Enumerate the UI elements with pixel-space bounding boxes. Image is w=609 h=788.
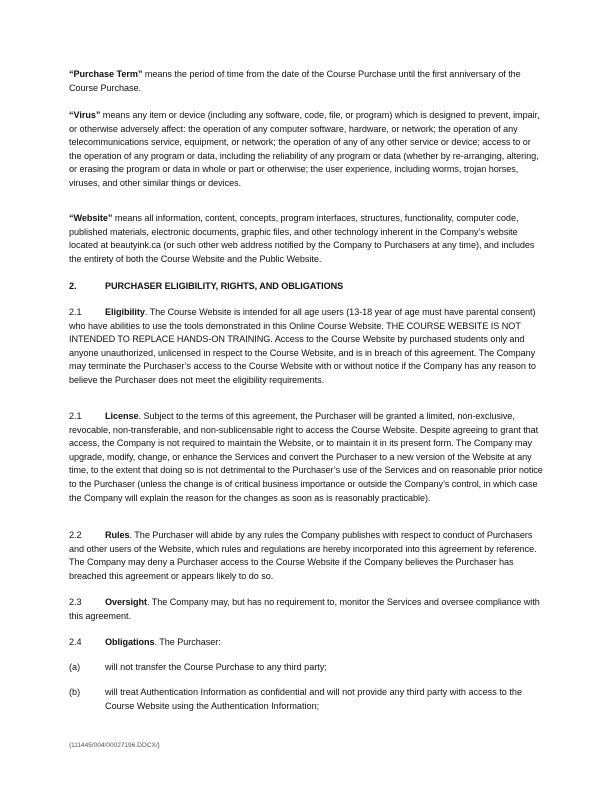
definition-virus (69, 109, 544, 191)
definition-text: means any item or device (including any software, code, file, or program) which is designed to prevent, impair, or otherwise adversely affect: the operation of any computer software, hardware, or network; the operation of any telecommunications service, equipment, or network; the operation of any of any other service or device; access to or the operation of any program or data, including the reliability of any program or data (whether by re-arranging, altering, or erasing the program or data in whole or part or otherwise; the user experience, including worms, trojan horses, viruses, and other similar things or devices. (69, 110, 540, 188)
clause-text: . The Course Website is intended for all age users (13-18 year of age must have parental consent) who have abilities to use the tools demonstrated in this Online Course Website. THE COURSE WEBSITE IS NOT INTENDED TO REPLACE HANDS-ON TRAINING. Access to the Course Website by purchased students only and anyone unauthorized, unlicensed in respect to the Course Website, and is in breach of this agreement. The Company may terminate the Purchaser’s access to the Course Website with or without notice if the Company has any reason to believe the Purchaser does not meet the eligibility requirements. (69, 307, 536, 385)
clause-number: 2.3 (69, 597, 82, 607)
section-title: PURCHASER ELIGIBILITY, RIGHTS, AND OBLIGATIONS (105, 281, 344, 291)
list-text: will treat Authentication Information as confidential and will not provide any third party with access to the Course Website using the Authentication Information; (105, 687, 523, 711)
clause-number: 2.2 (69, 530, 82, 540)
clause-title: Rules (105, 530, 130, 540)
term: “Virus” (69, 110, 101, 120)
definition-purchase-term (69, 68, 544, 95)
clause-title: License (105, 411, 139, 421)
clause-number: 2.4 (69, 637, 82, 647)
clause-text: . The Purchaser: (154, 637, 221, 647)
clause-number: 2.1 (69, 307, 82, 317)
document-footer: {111445/004/00027196.DOCX/} (69, 742, 160, 749)
section-number: 2. (69, 281, 77, 291)
clause-number: 2.1 (69, 411, 82, 421)
section-heading (69, 280, 544, 294)
clause-title: Oversight (105, 597, 147, 607)
clause-rules (69, 529, 544, 583)
list-item (69, 661, 544, 675)
clause-license (69, 410, 544, 505)
list-label: (b) (69, 687, 81, 697)
clause-oversight (69, 596, 544, 623)
definition-website (69, 212, 544, 266)
clause-text: . The Company may, but has no requirement to, monitor the Services and oversee compliance with this agreement. (69, 597, 540, 621)
clause-obligations (69, 636, 544, 650)
clause-text: . Subject to the terms of this agreement, the Purchaser will be granted a limited, non-exclusive, revocable, non-transferable, and non-sublicensable right to access the Course Website. Despite agreeing to grant that access, the Company is not required to maintain the Website, or to maintain it in its present form. The Company may upgrade, modify, change, or enhance the Services and convert the Purchaser to a new version of the Website at any time, to the extent that doing so is not detrimental to the Purchaser’s use of the Services and on reasonable prior notice to the Purchaser (unless the change is of critical business importance or outside the Company’s control, in which case the Company will explain the reason for the changes as soon as is reasonably practicable). (69, 411, 543, 503)
definition-text: means the period of time from the date of the Course Purchase until the first anniversary of the Course Purchase. (69, 69, 521, 93)
clause-text: . The Purchaser will abide by any rules the Company publishes with respect to conduct of Purchasers and other users of the Website, which rules and regulations are hereby incorporated into this agreement by reference. The Company may deny a Purchaser access to the Course Website if the Company believes the Purchaser has breached this agreement or appears likely to do so. (69, 530, 537, 581)
list-text: will not transfer the Course Purchase to any third party; (105, 662, 327, 672)
clause-title: Obligations (105, 637, 155, 647)
term: “Website” (69, 213, 113, 223)
clause-title: Eligibility (105, 307, 145, 317)
term: “Purchase Term” (69, 69, 143, 79)
definition-text: means all information, content, concepts, program interfaces, structures, functionality, computer code, published materials, electronic documents, graphic files, and other technology inherent in the Company’s website located at beautyink.ca (or such other web address notified by the Company to Purchasers at any time), and includes the entirety of both the Course Website and the Public Website. (69, 213, 535, 264)
list-item (69, 686, 544, 713)
clause-eligibility (69, 306, 544, 388)
list-label: (a) (69, 662, 81, 672)
